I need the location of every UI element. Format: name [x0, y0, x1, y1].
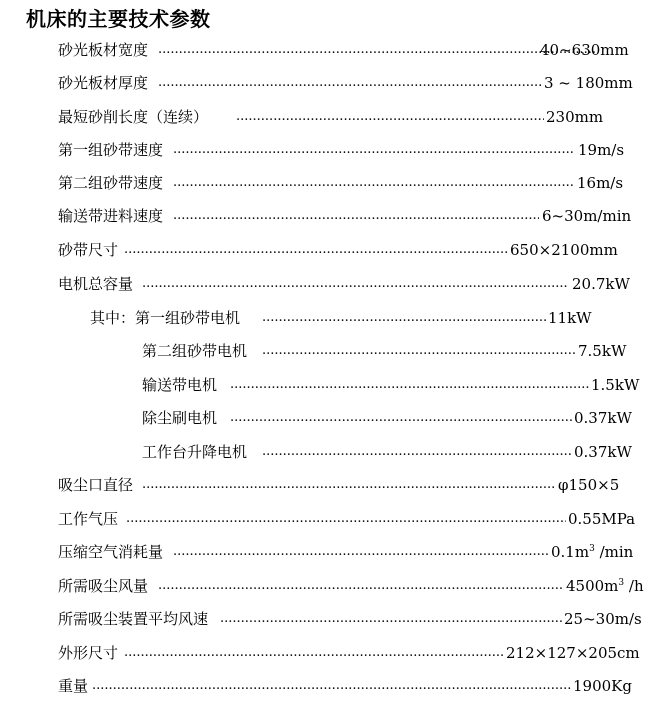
value-tail: /h [624, 577, 644, 595]
spec-row-motor-dust-brush [142, 406, 638, 430]
dot-leader [142, 473, 554, 497]
superscript: 3 [589, 544, 595, 554]
spec-value: 650×2100mm [510, 241, 618, 259]
spec-label: 砂光板材厚度 [58, 74, 149, 92]
spec-value: 11kW [548, 309, 592, 327]
spec-row-weight [58, 674, 638, 698]
dot-leader [236, 105, 544, 129]
spec-label: 所需吸尘装置平均风速 [58, 610, 209, 628]
spec-row-sanding-width [58, 38, 638, 62]
spec-row-motor-belt2 [142, 339, 638, 363]
spec-label: 工作气压 [58, 510, 119, 528]
spec-value: 212×127×205cm [506, 644, 640, 662]
spec-row-belt-size [58, 238, 638, 262]
spec-row-belt2-speed [58, 171, 638, 195]
page-title: 机床的主要技术参数 [26, 7, 211, 31]
dot-leader [230, 373, 590, 397]
spec-row-dust-air-speed [58, 607, 642, 631]
spec-label: 砂光板材宽度 [58, 41, 149, 59]
spec-row-overall-dimensions [58, 641, 638, 665]
spec-row-dust-port-diameter [58, 473, 638, 497]
dot-leader [220, 607, 562, 631]
dot-leader [173, 540, 549, 564]
superscript: 3 [618, 578, 625, 588]
spec-label: 最短砂削长度（连续） [58, 108, 209, 126]
spec-value: 6~30m/min [542, 207, 632, 225]
spec-label: 工作台升降电机 [142, 443, 248, 461]
dot-leader [262, 306, 546, 330]
dot-leader [262, 339, 577, 363]
spec-label: 第二组砂带速度 [58, 174, 164, 192]
value-main: 4500m [566, 577, 619, 595]
spec-value: 0.37kW [574, 409, 632, 427]
spec-row-motor-table-lift [142, 440, 638, 464]
spec-label: 压缩空气消耗量 [58, 543, 164, 561]
spec-row-working-pressure [58, 507, 638, 531]
spec-row-sanding-thickness [58, 71, 638, 95]
spec-label: 外形尺寸 [58, 644, 119, 662]
spec-row-belt1-speed [58, 138, 638, 162]
spec-row-air-consumption [58, 540, 638, 564]
spec-value: 0.37kW [574, 443, 632, 461]
spec-label: 输送带电机 [142, 376, 218, 394]
spec-value: 7.5kW [578, 342, 627, 360]
spec-value: 40~630mm [540, 41, 629, 59]
spec-row-feed-speed [58, 204, 638, 228]
dot-leader [262, 440, 572, 464]
spec-value: 0.55MPa [568, 510, 636, 528]
spec-value: 1900Kg [573, 677, 632, 695]
dot-leader [124, 641, 504, 665]
spec-row-dust-air-volume [58, 574, 644, 598]
dot-leader [230, 406, 572, 430]
dot-leader [173, 171, 573, 195]
spec-label: 第二组砂带电机 [142, 342, 248, 360]
spec-label: 所需吸尘风量 [58, 577, 149, 595]
spec-label: 第一组砂带速度 [58, 141, 164, 159]
spec-label: 输送带进料速度 [58, 207, 164, 225]
dot-leader [158, 71, 542, 95]
value-tail: /min [594, 543, 634, 561]
spec-value [566, 574, 644, 598]
spec-value: 20.7kW [572, 275, 630, 293]
spec-value: 1.5kW [591, 376, 640, 394]
spec-value: 25~30m/s [564, 610, 642, 628]
spec-value [551, 540, 633, 564]
dot-leader [158, 574, 564, 598]
dot-leader [124, 238, 508, 262]
spec-label: 其中：第一组砂带电机 [90, 309, 241, 327]
dot-leader [173, 138, 575, 162]
spec-label: 吸尘口直径 [58, 476, 134, 494]
value-main: 0.1m [551, 543, 590, 561]
dot-leader [173, 204, 539, 228]
spec-value: φ150×5 [558, 476, 620, 494]
dot-leader [126, 507, 566, 531]
spec-value: 230mm [546, 108, 604, 126]
spec-value: 3 ~ 180mm [544, 74, 633, 92]
spec-value: 16m/s [577, 174, 624, 192]
spec-row-total-motor [58, 272, 638, 296]
spec-row-motor-belt1 [90, 306, 638, 330]
dot-leader [158, 38, 596, 62]
spec-row-min-sanding-length [58, 105, 638, 129]
spec-row-motor-conveyor [142, 373, 638, 397]
spec-value: 19m/s [578, 141, 625, 159]
spec-label: 电机总容量 [58, 275, 134, 293]
dot-leader [142, 272, 568, 296]
spec-label: 重量 [58, 677, 89, 695]
spec-label: 砂带尺寸 [58, 241, 119, 259]
spec-label: 除尘刷电机 [142, 409, 218, 427]
dot-leader [92, 674, 572, 698]
